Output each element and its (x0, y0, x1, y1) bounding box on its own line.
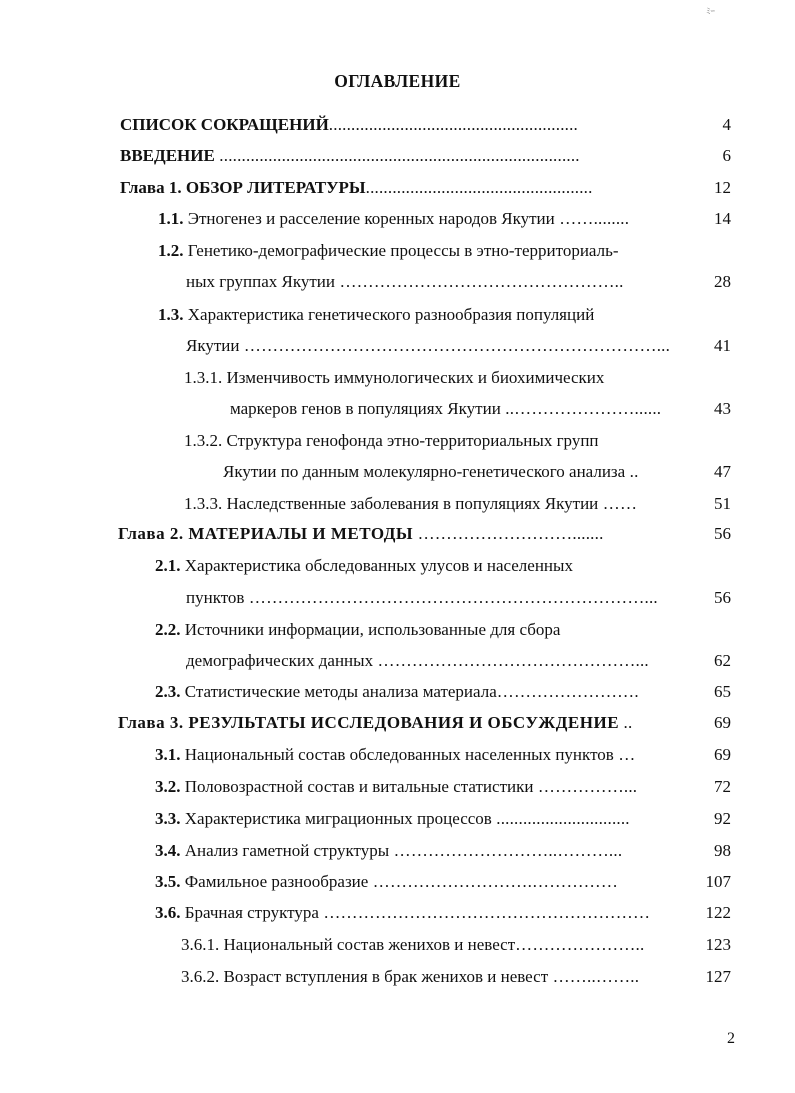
toc-leader-dots: ……………... (533, 777, 638, 796)
toc-leader-dots: ……..…….. (548, 967, 640, 986)
toc-entry-number: 2.1. (155, 556, 181, 575)
toc-entry-title: 1.3.3. Наследственные заболевания в популяциях Якутии (184, 494, 599, 513)
toc-leader-dots: ………………….. (515, 935, 645, 954)
toc-page-number: 12 (714, 178, 731, 197)
toc-entry-number: 3.2. (155, 777, 181, 796)
toc-entry-title: 3.6.1. Национальный состав женихов и невест (181, 935, 516, 954)
toc-entry-title: Этногенез и расселение коренных народов Якутии (183, 209, 555, 228)
toc-page-number: 122 (705, 903, 731, 922)
toc-entry-1-2 (158, 239, 688, 263)
corner-mark: ﾐｰ (706, 6, 716, 16)
toc-entry-title: маркеров генов в популяциях Якутии (230, 399, 501, 418)
toc-leader-dots: ................................................................................. (214, 146, 580, 165)
toc-leader-dots: .............................. (491, 809, 630, 828)
toc-leader-dots: ……........ (554, 209, 630, 228)
toc-entry-title: Характеристика обследованных улусов и населенных (180, 556, 573, 575)
toc-entry-number: 3.1. (155, 745, 181, 764)
toc-entry-number: 3.5. (155, 872, 181, 891)
toc-entry-abbreviations (120, 113, 692, 137)
toc-leader-dots: ………………………………………………… (318, 903, 651, 922)
toc-entry-title: РЕЗУЛЬТАТЫ ИССЛЕДОВАНИЯ И ОБСУЖДЕНИЕ (183, 713, 620, 732)
toc-entry-title: Характеристика генетического разнообразия популяций (183, 305, 595, 324)
toc-entry-title: Источники информации, использованные для сбора (180, 620, 561, 639)
toc-entry-number: 3.4. (155, 841, 181, 860)
toc-entry-title: МАТЕРИАЛЫ И МЕТОДЫ (183, 524, 414, 543)
toc-entry-number: 3.3. (155, 809, 181, 828)
toc-entry-title: ВВЕДЕНИЕ (120, 146, 215, 165)
toc-entry-1-3-3 (184, 492, 686, 516)
toc-entry-number: 2.3. (155, 682, 181, 701)
page-number: 2 (727, 1030, 735, 1047)
toc-leader-dots: ………………………………………... (373, 651, 649, 670)
toc-page-number: 56 (714, 524, 731, 543)
toc-entry-title: пунктов (186, 588, 245, 607)
toc-entry-number: Глава 3. (118, 713, 184, 732)
toc-page-number: 69 (714, 745, 731, 764)
toc-entry-title: Характеристика миграционных процессов (180, 809, 492, 828)
toc-leader-dots: ........................................................ (328, 115, 578, 134)
toc-entry-3-5 (155, 870, 689, 894)
toc-entry-2-1 (155, 554, 685, 578)
toc-entry-1-3-2 (184, 429, 684, 453)
toc-page-number: 127 (705, 967, 731, 986)
toc-entry-introduction (120, 144, 692, 168)
toc-page-number: 6 (722, 146, 731, 165)
toc-leader-dots: ………………………..………... (389, 841, 623, 860)
toc-entry-2-2 (155, 618, 685, 642)
toc-entry-title: ОБЗОР ЛИТЕРАТУРЫ (181, 178, 366, 197)
toc-entry-title: Генетико-демографические процессы в этно-территориаль- (183, 241, 619, 260)
toc-entry-title: Национальный состав обследованных населенных пунктов (180, 745, 614, 764)
toc-entry-3-3 (155, 807, 687, 831)
toc-entry-title: Якутии (186, 336, 240, 355)
toc-page-number: 98 (714, 841, 731, 860)
toc-entry-title: 3.6.2. Возраст вступления в брак женихов и невест (181, 967, 549, 986)
toc-page-number: 41 (714, 336, 731, 355)
toc-leader-dots: ……………………………………………………………... (244, 588, 658, 607)
toc-leader-dots: …… (598, 494, 638, 513)
toc-leader-dots: ……………………. (496, 682, 639, 701)
toc-entry-continuation (186, 270, 686, 294)
toc-entry-3-6-2 (181, 965, 689, 989)
toc-leader-dots: ..…………………...... (500, 399, 662, 418)
toc-entry-number: 2.2. (155, 620, 181, 639)
toc-page-number: 47 (714, 462, 731, 481)
toc-entry-continuation (186, 586, 688, 610)
toc-page-number: 123 (705, 935, 731, 954)
toc-entry-title: 1.3.2. Структура генофонда этно-территориальных групп (184, 431, 599, 450)
toc-entry-title: Якутии по данным молекулярно-генетического анализа (223, 462, 626, 481)
toc-page-number: 56 (714, 588, 731, 607)
toc-entry-chapter-2 (118, 522, 684, 546)
toc-entry-title: 1.3.1. Изменчивость иммунологических и биохимических (184, 368, 605, 387)
toc-entry-title: Статистические методы анализа материала (180, 682, 497, 701)
toc-leader-dots: ................................................... (365, 178, 593, 197)
toc-entry-3-1 (155, 743, 689, 767)
toc-page-number: 14 (714, 209, 731, 228)
toc-page-number: 92 (714, 809, 731, 828)
toc-entry-number: 1.3. (158, 305, 184, 324)
toc-entry-title: Половозрастной состав и витальные статистики (180, 777, 534, 796)
toc-entry-title: Брачная структура (180, 903, 319, 922)
toc-entry-continuation (186, 334, 686, 358)
toc-entry-title: СПИСОК СОКРАЩЕНИЙ (120, 115, 329, 134)
toc-leader-dots: .. (619, 713, 633, 732)
toc-entry-title: демографических данных (186, 651, 374, 670)
toc-entry-1-3-1 (184, 366, 684, 390)
toc-entry-2-3 (155, 680, 687, 704)
toc-leader-dots: … (613, 745, 636, 764)
toc-page-number: 107 (705, 872, 731, 891)
toc-leader-dots: ………………………....... (413, 524, 604, 543)
toc-entry-chapter-3 (118, 711, 690, 735)
toc-page-number: 4 (722, 115, 731, 134)
toc-entry-number: Глава 2. (118, 524, 184, 543)
toc-entry-number: Глава 1. (120, 178, 182, 197)
toc-entry-continuation (223, 460, 689, 484)
toc-page-number: 69 (714, 713, 731, 732)
toc-page-number: 28 (714, 272, 731, 291)
toc-entry-3-4 (155, 839, 687, 863)
toc-page-number: 62 (714, 651, 731, 670)
toc-page-number: 43 (714, 399, 731, 418)
toc-page-number: 51 (714, 494, 731, 513)
toc-entry-title: Фамильное разнообразие (180, 872, 369, 891)
toc-leader-dots: ……………………….…………… (368, 872, 619, 891)
toc-entry-3-6 (155, 901, 689, 925)
page-title: ОГЛАВЛЕНИЕ (334, 71, 461, 91)
toc-page-number: 65 (714, 682, 731, 701)
toc-entry-3-2 (155, 775, 687, 799)
toc-entry-title: Анализ гаметной структуры (180, 841, 390, 860)
toc-leader-dots: .. (625, 462, 639, 481)
toc-entry-number: 3.6. (155, 903, 181, 922)
toc-entry-continuation (230, 397, 688, 421)
toc-entry-number: 1.2. (158, 241, 184, 260)
toc-entry-1-1 (158, 207, 684, 231)
toc-entry-3-6-1 (181, 933, 689, 957)
toc-page-number: 72 (714, 777, 731, 796)
toc-entry-1-3 (158, 303, 688, 327)
toc-entry-chapter-1 (120, 176, 686, 200)
toc-leader-dots: ………………………………………….. (335, 272, 624, 291)
toc-entry-continuation (186, 649, 686, 673)
toc-leader-dots: ………………………………………………………………... (239, 336, 671, 355)
toc-entry-title: ных группах Якутии (186, 272, 335, 291)
toc-entry-number: 1.1. (158, 209, 184, 228)
